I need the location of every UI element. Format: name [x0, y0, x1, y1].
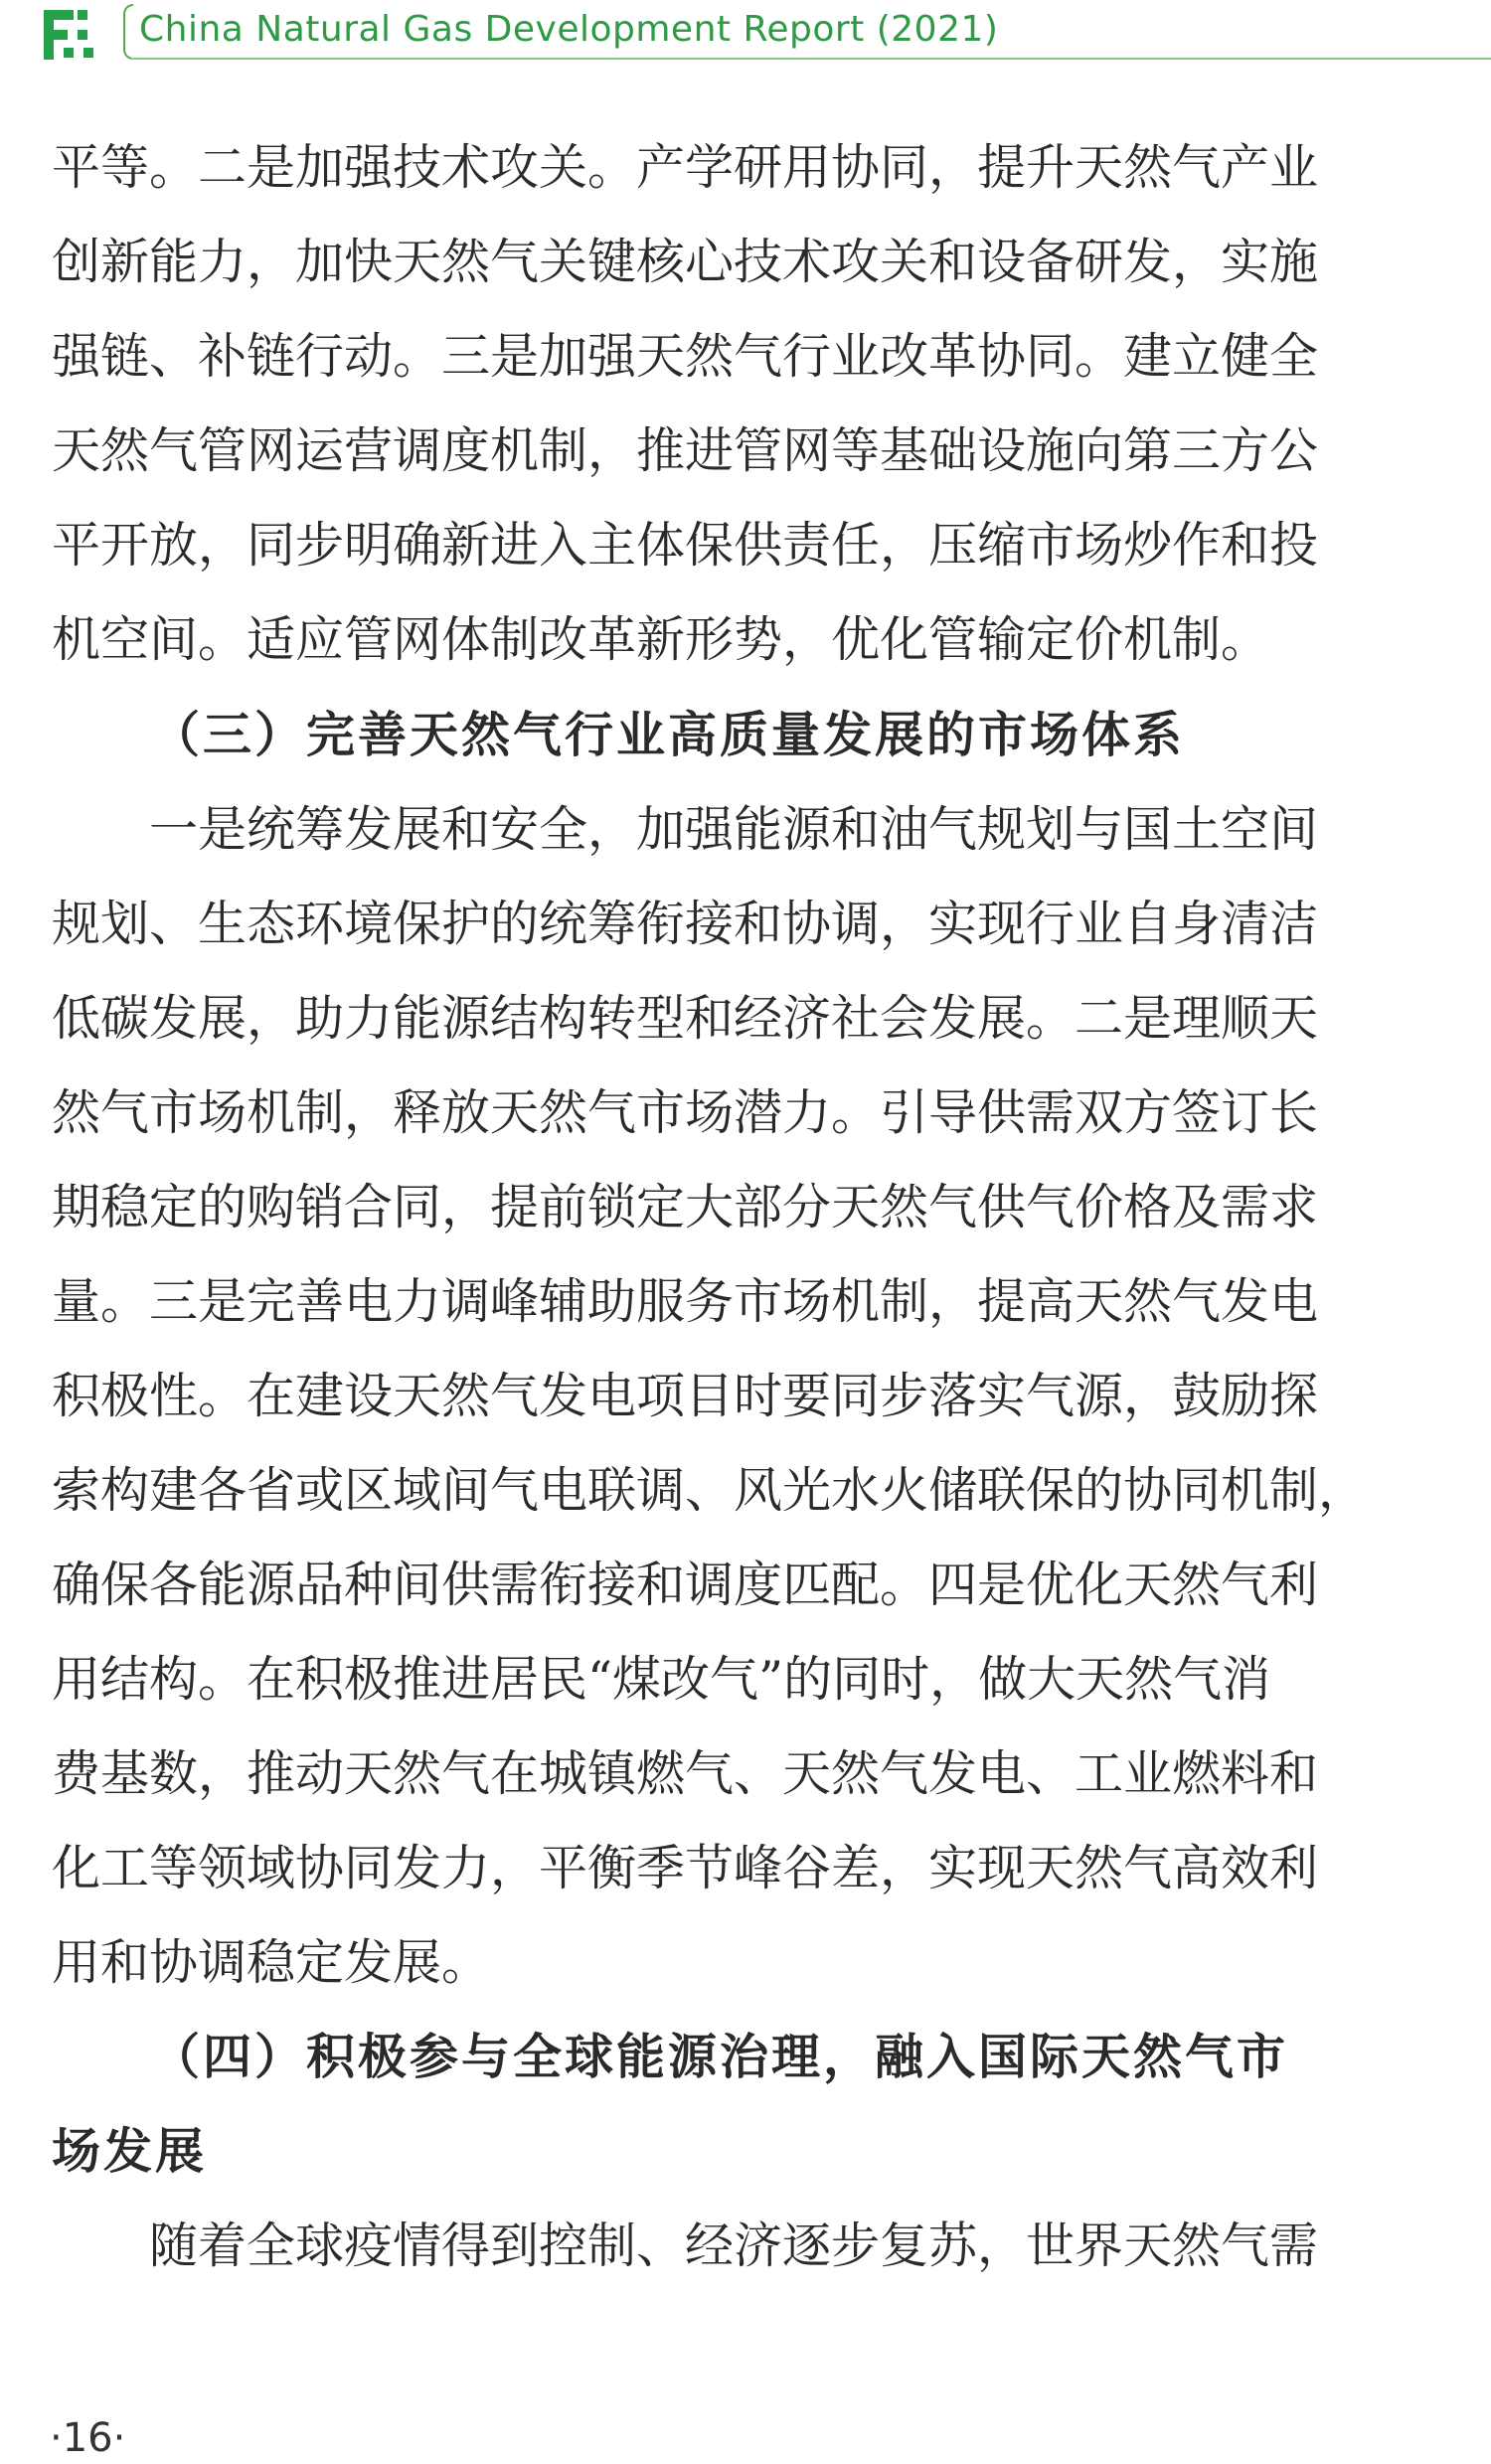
body-line: 平等。二是加强技术攻关。产学研用协同，提升天然气产业: [52, 139, 1319, 196]
header-rule: [131, 58, 1491, 60]
body-line: 化工等领域协同发力，平衡季节峰谷差，实现天然气高效利: [52, 1840, 1319, 1896]
body-line: 强链、补链行动。三是加强天然气行业改革协同。建立健全: [52, 328, 1319, 385]
body-line: 规划、生态环境保护的统筹衔接和协调，实现行业自身清洁: [52, 896, 1319, 952]
body-line: 用和协调稳定发展。: [52, 1934, 491, 1991]
body-line: 机空间。适应管网体制改革新形势，优化管输定价机制。: [52, 611, 1270, 668]
body-line: 然气市场机制，释放天然气市场潜力。引导供需双方签订长: [52, 1084, 1319, 1141]
section-heading-cont: 场发展: [52, 2122, 208, 2180]
body-line: 天然气管网运营调度机制，推进管网等基础设施向第三方公: [52, 422, 1319, 479]
body-line: 一是统筹发展和安全，加强能源和油气规划与国土空间: [149, 801, 1319, 858]
body-line: 确保各能源品种间供需衔接和调度匹配。四是优化天然气利: [52, 1557, 1319, 1613]
body-line: 低碳发展，助力能源结构转型和经济社会发展。二是理顺天: [52, 990, 1319, 1047]
body-line: 费基数，推动天然气在城镇燃气、天然气发电、工业燃料和: [52, 1745, 1319, 1802]
section-heading: （三）完善天然气行业高质量发展的市场体系: [151, 706, 1186, 763]
body-line: 平开放，同步明确新进入主体保供责任，压缩市场炒作和投: [52, 517, 1319, 574]
body-line: 用结构。在积极推进居民“煤改气”的同时，做大天然气消: [52, 1651, 1271, 1708]
page-number: ·16·: [50, 2415, 126, 2461]
header-bracket: [123, 4, 133, 60]
section-heading: （四）积极参与全球能源治理，融入国际天然气市: [151, 2028, 1289, 2085]
report-logo-icon: [44, 10, 95, 60]
header-title: China Natural Gas Development Report (2021): [139, 9, 999, 50]
body-line: 期稳定的购销合同，提前锁定大部分天然气供气价格及需求: [52, 1179, 1319, 1235]
page-header: [0, 0, 1491, 70]
body-line: 创新能力，加快天然气关键核心技术攻关和设备研发，实施: [52, 234, 1319, 290]
body-line: 索构建各省或区域间气电联调、风光水火储联保的协同机制，: [52, 1462, 1368, 1519]
body-line: 量。三是完善电力调峰辅助服务市场机制，提高天然气发电: [52, 1273, 1319, 1330]
body-line: 随着全球疫情得到控制、经济逐步复苏，世界天然气需: [149, 2218, 1319, 2274]
body-line: 积极性。在建设天然气发电项目时要同步落实气源，鼓励探: [52, 1368, 1319, 1424]
